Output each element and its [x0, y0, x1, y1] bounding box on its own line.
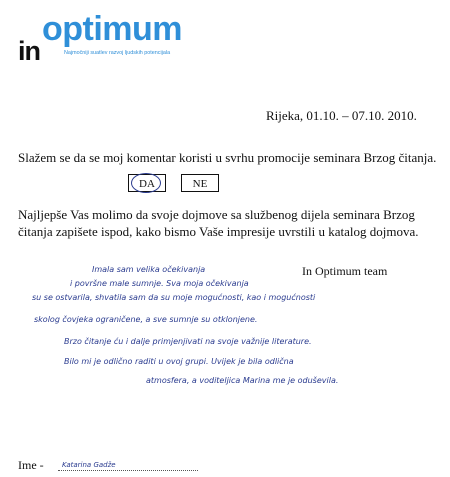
team-label: In Optimum team: [302, 264, 388, 278]
handwritten-line: Bilo mi je odlično raditi u ovoj grupi. Uvijek je bila odlična: [64, 357, 294, 366]
date-location: Rijeka, 01.10. – 07.10. 2010.: [266, 108, 417, 123]
option-da-checkbox[interactable]: DA: [128, 174, 166, 192]
handwritten-line: skolog čovjeka ograničene, a sve sumnje su otklonjene.: [34, 315, 258, 324]
consent-text: Slažem se da se moj komentar koristi u svrhu promocije seminara Brzog čitanja.: [18, 150, 437, 165]
name-underline: [58, 470, 198, 471]
handwritten-line: i površne male sumnje. Sva moja očekivanja: [70, 279, 249, 288]
name-signature: Katarina Gadže: [62, 461, 116, 469]
logo-name: optimum: [42, 10, 183, 48]
option-ne-checkbox[interactable]: NE: [181, 174, 219, 192]
logo-prefix: in: [18, 36, 40, 66]
selected-circle-mark: [131, 173, 161, 193]
logo-tagline: Najmočniji suatlev razvoj ljudskih potencijala: [64, 50, 171, 56]
handwritten-line: atmosfera, a voditeljica Marina me je oduševila.: [146, 376, 339, 385]
name-label: Ime -: [18, 458, 44, 472]
handwritten-line: Brzo čitanje ću i dalje primjenjivati na svoje važnije literature.: [64, 337, 312, 346]
handwritten-line: su se ostvarila, shvatila sam da su moje mogućnosti, kao i mogućnosti: [32, 293, 316, 302]
handwritten-line: Imala sam velika očekivanja: [92, 265, 206, 274]
request-text: Najljepše Vas molimo da svoje dojmove sa službenog dijela seminara Brzog čitanja zapišete ispod, kako bismo Vaše impresije uvrstili u katalog dojmova.: [18, 207, 419, 239]
